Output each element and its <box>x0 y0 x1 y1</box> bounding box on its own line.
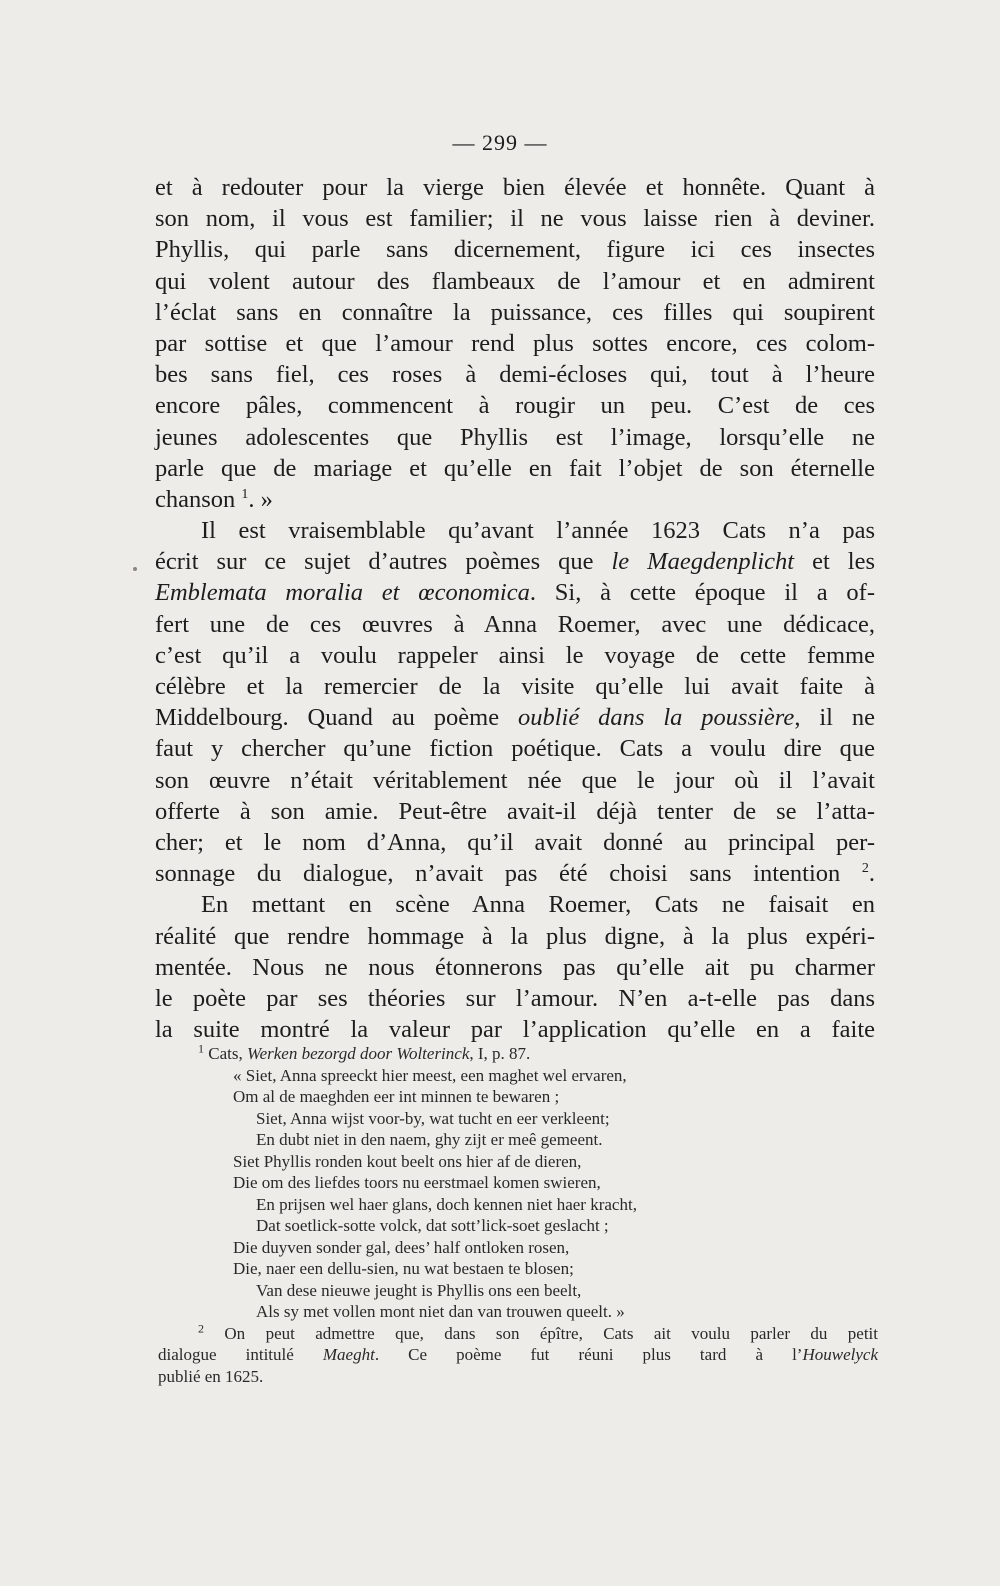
text-run: publié en 1625. <box>158 1366 264 1386</box>
footnote-1-poem <box>158 1065 878 1323</box>
text-line <box>155 515 875 546</box>
text-line <box>155 702 875 733</box>
footnote-reference: 2 <box>861 860 869 876</box>
text-run: son œuvre n’était véritablement née que le jour où il l’avait <box>155 766 875 794</box>
main-text <box>155 172 875 1045</box>
paper-speck <box>133 567 137 571</box>
text-line <box>155 765 875 796</box>
text-line <box>155 546 875 577</box>
text-line <box>155 484 875 515</box>
text-run: mentée. Nous ne nous étonnerons pas qu’elle ait pu charmer <box>155 953 875 981</box>
text-run: cher; et le nom d’Anna, qu’il avait donné au principal per- <box>155 828 875 856</box>
text-line <box>155 796 875 827</box>
text-run: réalité que rendre hommage à la plus digne, à la plus expéri- <box>155 922 875 950</box>
footnote-reference: 1 <box>241 486 249 502</box>
text-line <box>155 921 875 952</box>
text-line <box>155 422 875 453</box>
text-run: bes sans fiel, ces roses à demi-écloses qui, tout à l’heure <box>155 361 875 389</box>
text-run: . Ce poème fut réuni plus tard à l’ <box>374 1345 803 1364</box>
text-line <box>155 203 875 234</box>
text-run: dialogue intitulé <box>158 1345 323 1364</box>
text-line <box>155 889 875 920</box>
italic-text: Emblemata moralia et œconomica <box>155 579 530 607</box>
text-line <box>155 733 875 764</box>
text-line <box>155 328 875 359</box>
text-line <box>155 1014 875 1045</box>
poem-line: « Siet, Anna spreeckt hier meest, een maghet wel ervaren, <box>233 1065 627 1085</box>
text-run: le poète par ses théories sur l’amour. N’en a-t-elle pas dans <box>155 984 875 1012</box>
text-run: la suite montré la valeur par l’application qu’elle en a faite <box>155 1016 875 1044</box>
text-run: . Si, à cette époque il a of- <box>529 579 875 607</box>
text-line <box>155 297 875 328</box>
text-line <box>155 390 875 421</box>
poem-line: Dat soetlick-sotte volck, dat sott’lick-soet geslacht ; <box>256 1216 609 1235</box>
poem-line: En prijsen wel haer glans, doch kennen niet haer kracht, <box>256 1194 637 1214</box>
page-number: — 299 — <box>452 130 548 155</box>
poem-line: En dubt niet in den naem, ghy zijt er meê gemeent. <box>256 1130 603 1149</box>
text-run: On peut admettre que, dans son épître, Cats ait voulu parler du petit <box>204 1323 878 1343</box>
text-line <box>155 577 875 608</box>
footnote-2-line <box>158 1344 878 1366</box>
text-run: , I, p. 87. <box>469 1044 531 1063</box>
italic-text: le Maegdenplicht <box>611 548 795 576</box>
text-run: jeunes adolescentes que Phyllis est l’image, lorsqu’elle ne <box>155 423 875 451</box>
poem-line: Om al de maeghden eer int minnen te bewaren ; <box>233 1087 560 1106</box>
text-run: faut y chercher qu’une fiction poétique. Cats a voulu dire que <box>155 735 875 763</box>
poem-line: Als sy met vollen mont niet dan van trouwen queelt. » <box>256 1302 625 1321</box>
text-run: écrit sur ce sujet d’autres poèmes que <box>155 548 612 576</box>
text-run: qui volent autour des flambeaux de l’amour et en admirent <box>155 267 875 295</box>
text-run: c’est qu’il a voulu rappeler ainsi le voyage de cette femme <box>155 641 875 669</box>
italic-text: oublié dans la poussière <box>518 704 795 732</box>
text-run: . » <box>248 485 273 513</box>
footnote-2-line <box>158 1366 878 1388</box>
text-line <box>155 609 875 640</box>
text-line <box>155 359 875 390</box>
text-run: et à redouter pour la vierge bien élevée et honnête. Quant à <box>155 174 875 201</box>
italic-text: Maeght <box>322 1345 375 1364</box>
text-run: et les <box>794 548 875 576</box>
footnote-number: 1 <box>198 1041 204 1056</box>
italic-text: Houwelyck <box>802 1345 878 1364</box>
text-line <box>155 266 875 297</box>
text-run: son nom, il vous est familier; il ne vous laisse rien à deviner. <box>155 205 875 233</box>
text-run: célèbre et la remercier de la visite qu’elle lui avait faite à <box>155 673 875 700</box>
footnote-2-line <box>158 1320 878 1345</box>
text-run: . <box>868 860 875 888</box>
text-run: Il est vraisemblable qu’avant l’année 1623 Cats n’a pas <box>201 517 875 545</box>
text-run: Cats, <box>204 1044 247 1063</box>
text-run: l’éclat sans en connaître la puissance, ces filles qui soupirent <box>155 298 875 326</box>
poem-line: Siet Phyllis ronden kout beelt ons hier af de dieren, <box>233 1151 582 1171</box>
text-run: par sottise et que l’amour rend plus sottes encore, ces colom- <box>155 329 875 357</box>
text-run: offerte à son amie. Peut-être avait-il déjà tenter de se l’atta- <box>155 797 875 825</box>
poem-line: Die duyven sonder gal, dees’ half ontloken rosen, <box>233 1237 570 1257</box>
text-line <box>155 172 875 203</box>
text-line <box>155 640 875 671</box>
footnotes <box>158 1043 878 1387</box>
text-line <box>155 983 875 1014</box>
text-run: parle que de mariage et qu’elle en fait l’objet de son éternelle <box>155 454 875 482</box>
poem-line: Siet, Anna wijst voor-by, wat tucht en eer verkleent; <box>256 1108 610 1128</box>
poem-line: Van dese nieuwe jeught is Phyllis ons een beelt, <box>256 1280 582 1300</box>
footnote-1-heading <box>158 1043 878 1065</box>
text-run: Phyllis, qui parle sans dicernement, figure ici ces insectes <box>155 236 875 264</box>
poem-line: Die, naer een dellu-sien, nu wat bestaen te blosen; <box>233 1259 574 1278</box>
text-line <box>155 671 875 702</box>
text-line <box>155 858 875 889</box>
text-run: encore pâles, commencent à rougir un peu. C’est de ces <box>155 392 875 420</box>
text-run: chanson <box>155 485 242 513</box>
footnote-number: 2 <box>198 1320 204 1335</box>
poem-line: Die om des liefdes toors nu eerstmael komen swieren, <box>233 1173 601 1192</box>
text-line <box>155 952 875 983</box>
text-line <box>155 827 875 858</box>
text-run: , il ne <box>794 704 875 732</box>
italic-text: Werken bezorgd door Wolterinck <box>246 1044 470 1063</box>
text-line <box>155 234 875 265</box>
text-run: Middelbourg. Quand au poème <box>155 704 518 732</box>
text-line <box>155 453 875 484</box>
text-run: sonnage du dialogue, n’avait pas été choisi sans intention <box>155 860 862 888</box>
text-run: En mettant en scène Anna Roemer, Cats ne faisait en <box>201 891 875 919</box>
text-run: fert une de ces œuvres à Anna Roemer, avec une dédicace, <box>155 610 875 638</box>
